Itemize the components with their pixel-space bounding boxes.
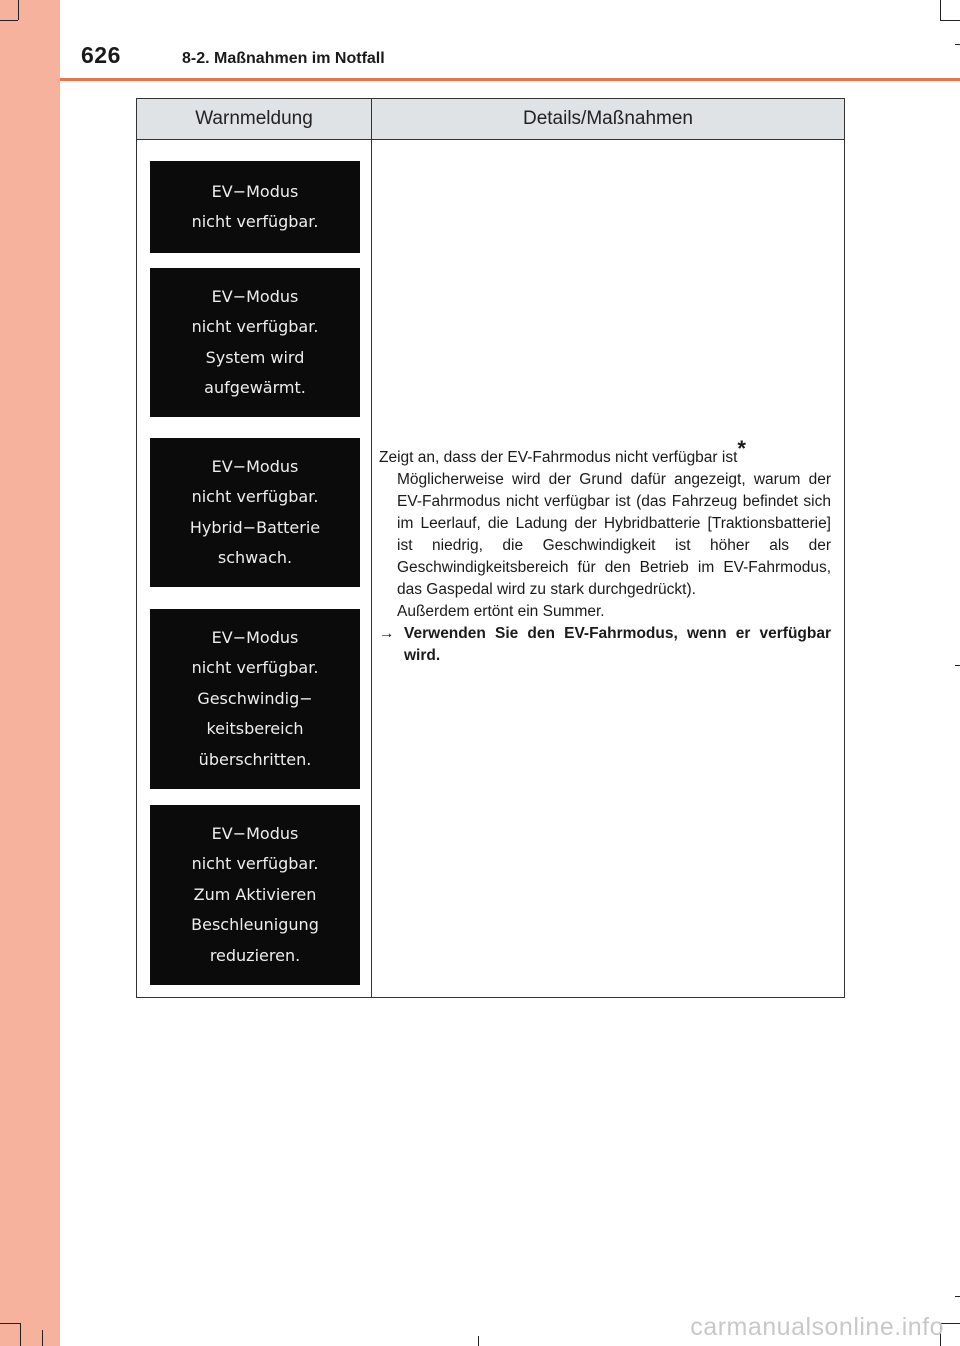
details-lead: Zeigt an, dass der EV-Fahrmodus nicht verfügbar ist* [379,435,746,466]
warning-message-system-warming: EV−Modus nicht verfügbar. System wird aufgewärmt. [150,268,360,417]
warning-message-speed-exceeded: EV−Modus nicht verfügbar. Geschwindig− keitsbereich überschritten. [150,609,360,789]
crop-mark [940,20,960,21]
column-header-details: Details/Maßnahmen [372,99,845,140]
section-title: 8-2. Maßnahmen im Notfall [182,50,385,67]
arrow-icon: → [379,625,395,642]
footnote-mark: * [737,435,746,461]
page-number: 626 [81,42,121,68]
crop-mark [940,0,941,20]
crop-mark [0,1323,20,1324]
crop-mark [42,1330,43,1346]
crop-mark [0,20,18,21]
crop-mark [478,1336,479,1346]
details-text [379,435,831,667]
warning-message-ev-unavailable: EV−Modus nicht verfügbar. [150,161,360,253]
crop-mark [955,665,960,666]
watermark: carmanualsonline.info [690,1313,944,1341]
warning-message-reduce-acceleration: EV−Modus nicht verfügbar. Zum Aktivieren Beschleunigung reduzieren. [150,805,360,985]
crop-mark [955,1296,960,1297]
warning-message-battery-low: EV−Modus nicht verfügbar. Hybrid−Batterie schwach. [150,438,360,587]
crop-mark [20,1323,21,1346]
crop-mark [955,44,960,45]
side-tab-bar [0,0,60,1346]
details-reason: Möglicherweise wird der Grund dafür angezeigt, warum der EV-Fahrmodus nicht verfügbar ist (das Fahrzeug befindet sich im Leerlauf, die Ladung der Hybridbatterie [Traktionsbatterie] ist niedrig, die Geschwindigkeit ist höher als der Geschwindigkeitsbereich für den Betrieb im EV-Fahrmodus, das Gaspedal wird zu stark durchgedrückt). [397,471,831,598]
details-action: → Verwenden Sie den EV-Fahrmodus, wenn er verfügbar wird. [379,625,831,664]
crop-mark [18,0,19,20]
header-rule [60,78,960,81]
table-header-row [137,99,845,140]
column-header-warning: Warnmeldung [137,99,372,140]
details-buzzer: Außerdem ertönt ein Summer. [397,603,605,620]
